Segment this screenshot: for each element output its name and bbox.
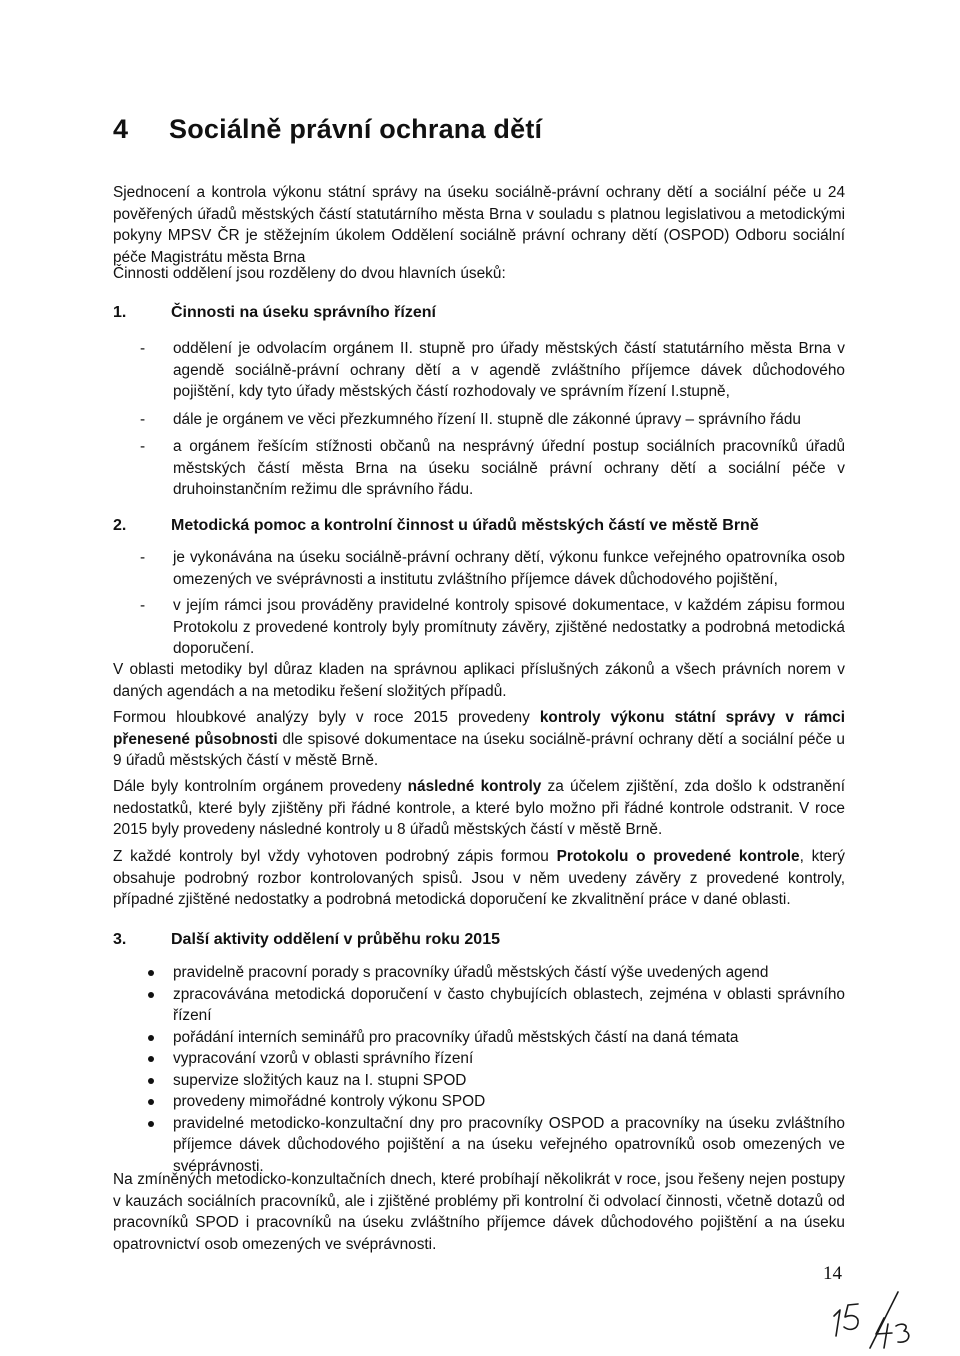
bullet-icon xyxy=(148,1099,154,1105)
list-item: - v jejím rámci jsou prováděny pravidelné kontroly spisové dokumentace, v každém zápisu formou Protokolu z provedené kontroly byly promítnuty závěry, zjištěné nedostatky a podrobná metodická doporučení. xyxy=(140,597,845,657)
closing-paragraph: Na zmíněných metodicko-konzultačních dnech, které probíhají několikrát v roce, jsou řešeny nejen postupy v kauzách sociálních pracovníků, ale i zjištěné problémy při kontrolní či odvolací činnosti, včetně dotazů od pracovníků SPOD i pracovníků na úseku zvláštního příjemce dávek důchodového pojištění a na úseku opatrovnictví osob omezených ve svéprávnosti. xyxy=(113,1171,845,1253)
bullet-icon xyxy=(148,1121,154,1127)
section-1-title: Činnosti na úseku správního řízení xyxy=(171,304,436,321)
list-item: supervize složitých kauz na I. stupni SPOD xyxy=(146,1070,845,1092)
bullet-icon xyxy=(148,1056,154,1062)
bullet-icon xyxy=(148,1035,154,1041)
list-item: pravidelné metodicko-konzultační dny pro pracovníky OSPOD a pracovníky na úseku zvláštního příjemce dávek důchodového pojištění a na úseku veřejného opatrovníků osob omezených ve svéprávnosti. xyxy=(146,1113,845,1178)
list-item: vypracování vzorů v oblasti správního řízení xyxy=(146,1048,845,1070)
chapter-number: 4 xyxy=(113,114,129,144)
section-2-heading xyxy=(113,517,759,535)
followup-inspections-paragraph: Dále byly kontrolním orgánem provedeny následné kontroly za účelem zjištění, zda došlo k odstranění nedostatků, které byly zjištěny při řádné kontrole, a které bylo možno při řádné kontrole odstranit. V roce 2015 byly provedeny následné kontroly u 8 úřadů městských částí v městě Brně. xyxy=(113,778,845,838)
inspections-paragraph: Formou hloubkové analýzy byly v roce 2015 provedeny kontroly výkonu státní správy v rámci přenesené působnosti dle spisové dokumentace na úseku sociálně-právní ochrany dětí a sociální péče u 9 úřadů městských částí v městě Brně. xyxy=(113,709,846,769)
list-item: - je vykonávána na úseku sociálně-právní ochrany dětí, výkonu funkce veřejného opatrovníka osob omezených ve svéprávnosti a institutu zvláštního příjemce dávek důchodového pojištění, xyxy=(140,549,845,588)
protocol-paragraph: Z každé kontroly byl vždy vyhotoven podrobný zápis formou Protokolu o provedené kontrole, který obsahuje podrobný rozbor kontrolovaných spisů. Jsou v něm uvedeny závěry z provedené kontroly, případné zjištěné nedostatky a podrobná metodická doporučení ke zkvalitnění práce v dané oblasti. xyxy=(113,848,845,908)
section-3-list xyxy=(146,962,845,1177)
chapter-title-text: Sociálně právní ochrana dětí xyxy=(169,114,543,144)
list-item: - oddělení je odvolacím orgánem II. stupně pro úřady městských částí statutárního města Brna v agendě sociálně-právní ochrany dětí a v agendě zvláštního příjemce dávek důchodového pojištění, kdy tyto úřady městských částí rozhodovaly ve správním řízení I.stupně, xyxy=(140,340,845,400)
list-item: - dále je orgánem ve věci přezkumného řízení II. stupně dle zákonné úpravy – správního řádu xyxy=(140,410,801,428)
bullet-icon xyxy=(148,1078,154,1084)
list-item: zpracovávána metodická doporučení v často chybujících oblastech, zejména v oblasti správního řízení xyxy=(146,984,845,1027)
section-3-heading xyxy=(113,931,500,949)
list-item: pořádání interních seminářů pro pracovníky úřadů městských částí na daná témata xyxy=(146,1027,845,1049)
section-3-number: 3. xyxy=(113,931,127,948)
page-number: 14 xyxy=(823,1263,842,1284)
handwritten-page-number xyxy=(826,1290,936,1350)
section-1-list xyxy=(140,338,845,501)
methodology-paragraph: V oblasti metodiky byl důraz kladen na správnou aplikaci příslušných zákonů a všech právních norem v daných agendách a na metodiku řešení složitých případů. xyxy=(113,661,845,700)
list-item: - a orgánem řešícím stížnosti občanů na nesprávný úřední postup sociálních pracovníků úřadů městských částí města Brna na úseku sociálně právní ochrany dětí a sociální péče v druhoinstančním režimu dle správního řádu. xyxy=(140,438,845,498)
list-item: provedeny mimořádné kontroly výkonu SPOD xyxy=(146,1091,845,1113)
bullet-icon xyxy=(148,970,154,976)
intro-activities-lead: Činnosti oddělení jsou rozděleny do dvou hlavních úseků: xyxy=(113,265,506,282)
list-item: pravidelně pracovní porady s pracovníky úřadů městských částí výše uvedených agend xyxy=(146,962,845,984)
section-2-list xyxy=(140,547,845,660)
chapter-title xyxy=(113,114,542,145)
intro-paragraph: Sjednocení a kontrola výkonu státní správy na úseku sociálně-právní ochrany dětí a sociální péče u 24 pověřených úřadů městských částí statutárního města Brna v souladu s platnou legislativou a metodickými pokyny MPSV ČR je stěžejním úkolem Oddělení sociálně právní ochrany dětí (OSPOD) Odboru sociální péče Magistrátu města Brna xyxy=(113,184,845,266)
section-2-title: Metodická pomoc a kontrolní činnost u úřadů městských částí ve městě Brně xyxy=(171,517,759,534)
bullet-icon xyxy=(148,992,154,998)
section-2-number: 2. xyxy=(113,517,127,534)
section-1-number: 1. xyxy=(113,304,127,321)
section-3-title: Další aktivity oddělení v průběhu roku 2015 xyxy=(171,931,500,948)
section-1-heading xyxy=(113,304,436,322)
